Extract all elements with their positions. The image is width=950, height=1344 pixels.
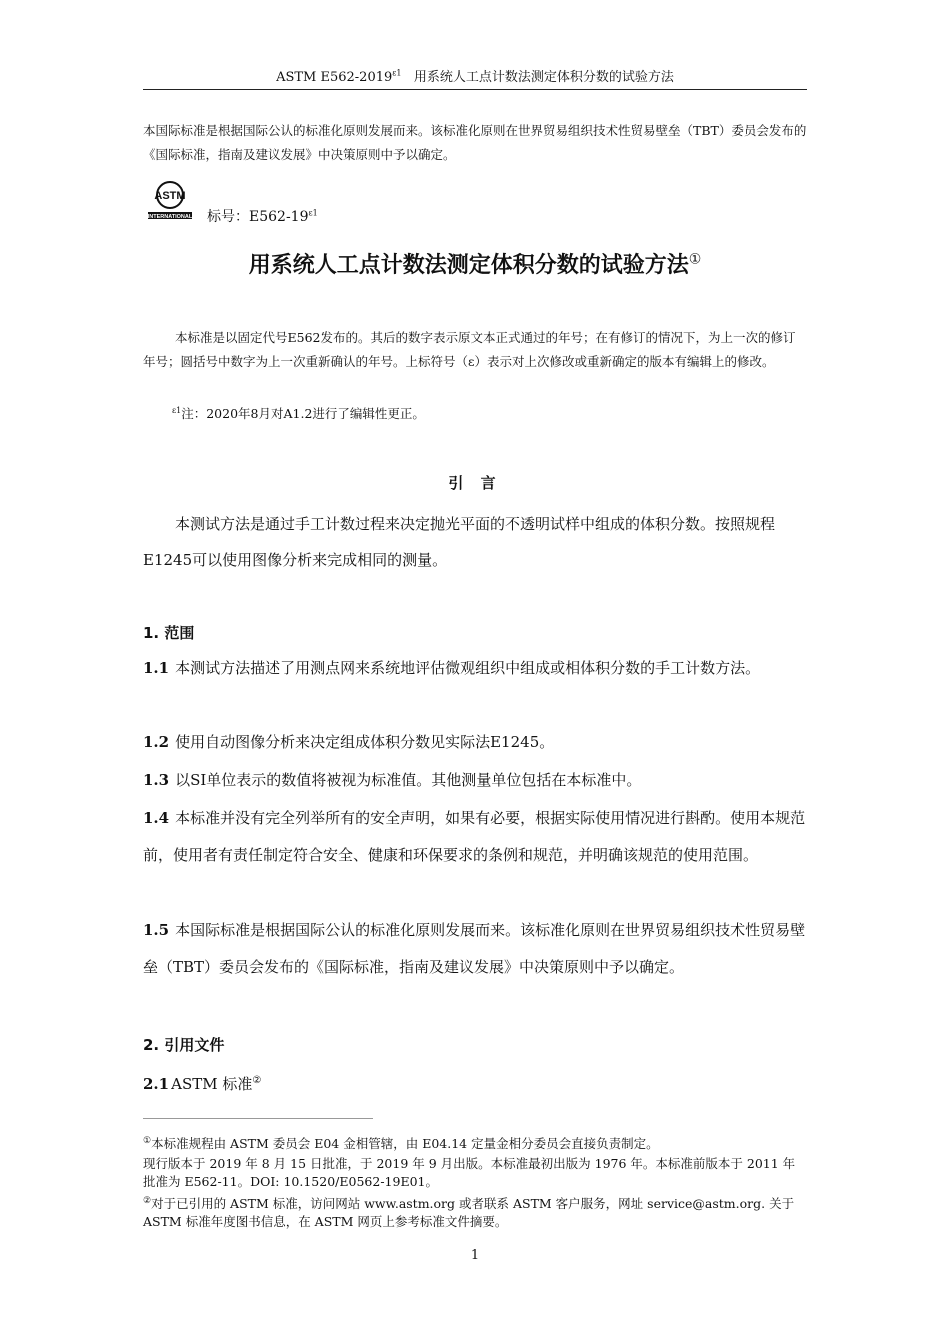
para-text: 本测试方法描述了用测点网来系统地评估微观组织中组成或相体积分数的手工计数方法。 — [175, 659, 761, 677]
footnote-text: 对于已引用的 ASTM 标准，访问网站 www.astm.org 或者联系 ASTM 客户服务，网址 service@astm.org. 关于 ASTM 标准年度图书信息，在 ASTM 网页上参考标准文件摘要。 — [143, 1196, 795, 1230]
para-1-5 — [143, 912, 807, 986]
para-text: 以SI单位表示的数值将被视为标准值。其他测量单位包括在本标准中。 — [175, 771, 642, 789]
editorial-note — [172, 404, 425, 422]
designation-line — [207, 206, 318, 226]
para-number: 1.1 — [143, 659, 170, 677]
para-text: 使用自动图像分析来决定组成体积分数见实际法E1245。 — [175, 733, 555, 751]
para-text: 本标准并没有完全列举所有的安全声明，如果有必要，根据实际使用情况进行斟酌。使用本规范前，使用者有责任制定符合安全、健康和环保要求的条例和规范，并明确该规范的使用范围。 — [143, 809, 806, 864]
para-1-1 — [143, 650, 807, 687]
para-text: ASTM 标准 — [171, 1075, 253, 1093]
running-header — [143, 66, 807, 85]
editorial-note-text: 注：2020年8月对A1.2进行了编辑性更正。 — [181, 406, 425, 421]
footnote-text: 现行版本于 2019 年 8 月 15 日批准，于 2019 年 9 月出版。本标准最初出版为 1976 年。本标准前版本于 2011 年批准为 E562-11。DOI: 10.1520/E0562-19E01。 — [143, 1156, 796, 1189]
para-number: 1.3 — [143, 771, 170, 789]
header-designation-sup: ε1 — [392, 68, 402, 78]
footnote-mark: ① — [143, 1136, 152, 1146]
logo-text-sub: INTERNATIONAL — [147, 214, 193, 220]
editorial-note-sup: ε1 — [172, 405, 182, 415]
header-rule — [143, 89, 807, 90]
header-title: 用系统人工点计数法测定体积分数的试验方法 — [413, 70, 674, 85]
header-designation: ASTM E562-2019 — [276, 70, 393, 85]
introduction-paragraph: 本测试方法是通过手工计数过程来决定抛光平面的不透明试样中组成的体积分数。按照规程E1245可以使用图像分析来完成相同的测量。 — [143, 515, 776, 569]
wto-notice: 本国际标准是根据国际公认的标准化原则发展而来。该标准化原则在世界贸易组织技术性贸易壁垒（TBT）委员会发布的《国际标准，指南及建议发展》中决策原则中予以确定。 — [143, 123, 807, 162]
para-text: 本国际标准是根据国际公认的标准化原则发展而来。该标准化原则在世界贸易组织技术性贸易壁垒（TBT）委员会发布的《国际标准，指南及建议发展》中决策原则中予以确定。 — [143, 921, 806, 976]
footnote-2 — [143, 1192, 807, 1231]
footnote-text: 本标准规程由 ASTM 委员会 E04 金相管辖，由 E04.14 定量金相分委员会直接负责制定。 — [151, 1136, 659, 1152]
astm-logo-icon — [146, 180, 194, 222]
footnote-1-continued — [143, 1155, 807, 1191]
para-1-4 — [143, 800, 807, 874]
introduction-heading: 引 言 — [448, 474, 502, 492]
document-title-text: 用系统人工点计数法测定体积分数的试验方法 — [248, 253, 689, 278]
para-1-2 — [143, 724, 807, 761]
para-number: 1.5 — [143, 921, 170, 939]
document-title — [143, 248, 807, 279]
para-number: 2.1 — [143, 1075, 170, 1093]
designation-sup: ε1 — [308, 208, 318, 218]
title-footnote-mark[interactable]: ① — [688, 251, 702, 268]
section-2-heading: 2. 引用文件 — [143, 1036, 225, 1054]
designation-label: 标号：E562-19 — [207, 209, 309, 225]
footnote-1 — [143, 1132, 807, 1153]
footnote-ref-2[interactable]: ② — [252, 1075, 262, 1086]
para-1-3 — [143, 762, 807, 799]
para-number: 1.2 — [143, 733, 170, 751]
footnote-rule — [143, 1118, 373, 1119]
preamble-paragraph: 本标准是以固定代号E562发布的。其后的数字表示原文本正式通过的年号；在有修订的情况下，为上一次的修订年号；圆括号中数字为上一次重新确认的年号。上标符号（ε）表示对上次修改或重新确定的版本有编辑上的修改。 — [143, 330, 796, 369]
page-number: 1 — [470, 1248, 480, 1263]
section-1-heading: 1. 范围 — [143, 624, 195, 642]
para-number: 1.4 — [143, 809, 170, 827]
footnote-mark: ② — [143, 1196, 152, 1206]
logo-text-main: ASTM — [154, 190, 186, 202]
para-2-1 — [143, 1062, 807, 1103]
